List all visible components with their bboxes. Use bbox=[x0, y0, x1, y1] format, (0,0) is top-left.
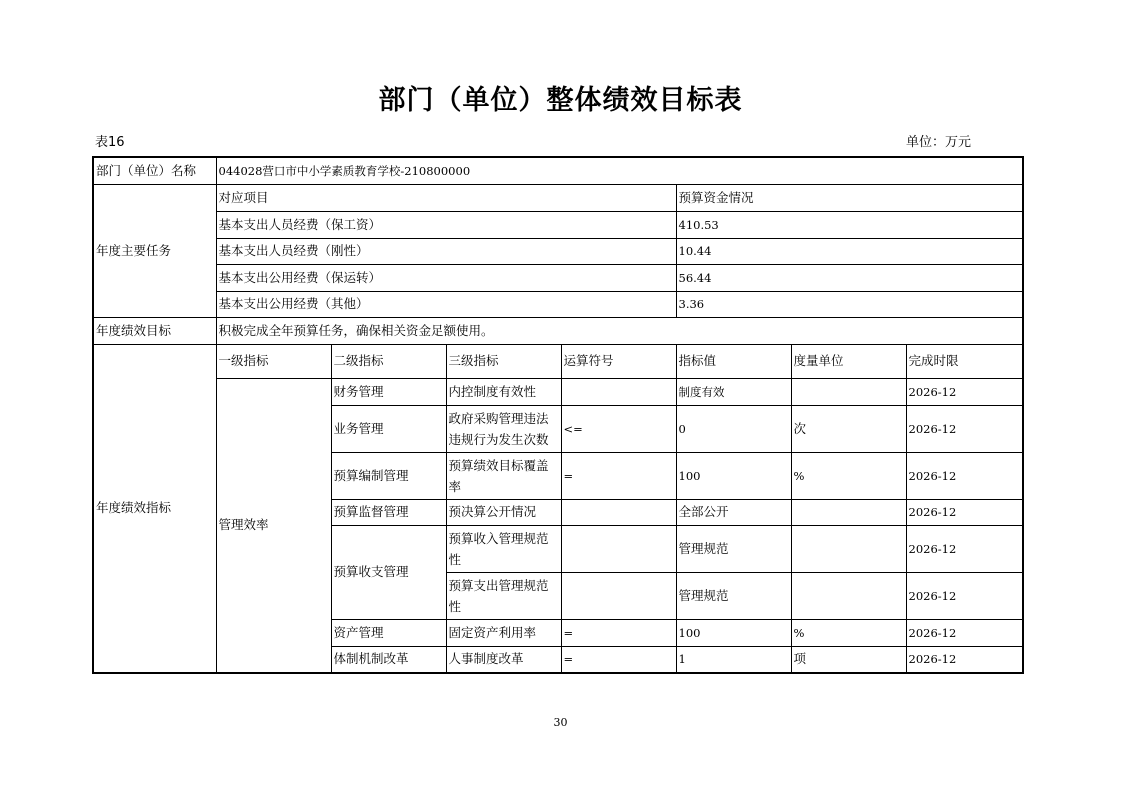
operator bbox=[561, 499, 676, 525]
target-value: 0 bbox=[676, 405, 791, 452]
tasks-header-item: 对应项目 bbox=[216, 184, 676, 211]
level2-indicator: 资产管理 bbox=[331, 619, 446, 646]
target-value: 制度有效 bbox=[676, 378, 791, 405]
indicator-row bbox=[93, 378, 1023, 405]
operator: = bbox=[561, 452, 676, 499]
deadline: 2026-12 bbox=[906, 572, 1023, 619]
level2-indicator: 预算收支管理 bbox=[331, 525, 446, 619]
operator bbox=[561, 572, 676, 619]
task-item: 基本支出人员经费（保工资） bbox=[216, 211, 676, 238]
column-header: 完成时限 bbox=[906, 344, 1023, 378]
level3-indicator: 预算支出管理规范性 bbox=[446, 572, 561, 619]
column-header: 指标值 bbox=[676, 344, 791, 378]
indicators-label: 年度绩效指标 bbox=[93, 344, 216, 673]
target-value: 全部公开 bbox=[676, 499, 791, 525]
target-value: 管理规范 bbox=[676, 525, 791, 572]
level1-indicator: 管理效率 bbox=[216, 378, 331, 673]
level2-indicator: 体制机制改革 bbox=[331, 646, 446, 673]
level2-indicator: 财务管理 bbox=[331, 378, 446, 405]
deadline: 2026-12 bbox=[906, 525, 1023, 572]
measure-unit: % bbox=[791, 452, 906, 499]
level3-indicator: 人事制度改革 bbox=[446, 646, 561, 673]
tasks-header-row bbox=[93, 184, 1023, 211]
task-row bbox=[93, 291, 1023, 317]
task-budget: 56.44 bbox=[676, 264, 1023, 291]
goal-row bbox=[93, 317, 1023, 344]
column-header: 三级指标 bbox=[446, 344, 561, 378]
level2-indicator: 预算监督管理 bbox=[331, 499, 446, 525]
level3-indicator: 预决算公开情况 bbox=[446, 499, 561, 525]
measure-unit bbox=[791, 499, 906, 525]
measure-unit bbox=[791, 572, 906, 619]
task-item: 基本支出公用经费（其他） bbox=[216, 291, 676, 317]
operator: = bbox=[561, 646, 676, 673]
measure-unit bbox=[791, 525, 906, 572]
goal-text: 积极完成全年预算任务，确保相关资金足额使用。 bbox=[216, 317, 1023, 344]
target-value: 1 bbox=[676, 646, 791, 673]
level3-indicator: 固定资产利用率 bbox=[446, 619, 561, 646]
tasks-header-budget: 预算资金情况 bbox=[676, 184, 1023, 211]
indicators-header-row bbox=[93, 344, 1023, 378]
target-value: 100 bbox=[676, 452, 791, 499]
column-header: 度量单位 bbox=[791, 344, 906, 378]
dept-row bbox=[93, 157, 1023, 184]
deadline: 2026-12 bbox=[906, 499, 1023, 525]
measure-unit: 次 bbox=[791, 405, 906, 452]
deadline: 2026-12 bbox=[906, 378, 1023, 405]
measure-unit: 项 bbox=[791, 646, 906, 673]
task-row bbox=[93, 238, 1023, 264]
column-header: 二级指标 bbox=[331, 344, 446, 378]
operator bbox=[561, 378, 676, 405]
operator: = bbox=[561, 619, 676, 646]
level3-indicator: 预算收入管理规范性 bbox=[446, 525, 561, 572]
measure-unit: % bbox=[791, 619, 906, 646]
page-number: 30 bbox=[553, 716, 568, 729]
task-row bbox=[93, 211, 1023, 238]
deadline: 2026-12 bbox=[906, 619, 1023, 646]
operator bbox=[561, 525, 676, 572]
task-budget: 10.44 bbox=[676, 238, 1023, 264]
task-item: 基本支出人员经费（刚性） bbox=[216, 238, 676, 264]
level2-indicator: 业务管理 bbox=[331, 405, 446, 452]
task-budget: 3.36 bbox=[676, 291, 1023, 317]
dept-name: 044028营口市中小学素质教育学校-210800000 bbox=[216, 157, 1023, 184]
task-item: 基本支出公用经费（保运转） bbox=[216, 264, 676, 291]
deadline: 2026-12 bbox=[906, 452, 1023, 499]
page-title: 部门（单位）整体绩效目标表 bbox=[378, 85, 743, 116]
measure-unit bbox=[791, 378, 906, 405]
column-header: 一级指标 bbox=[216, 344, 331, 378]
level3-indicator: 内控制度有效性 bbox=[446, 378, 561, 405]
operator: <= bbox=[561, 405, 676, 452]
table-number: 表16 bbox=[95, 135, 125, 150]
performance-table bbox=[92, 156, 1024, 674]
goal-label: 年度绩效目标 bbox=[93, 317, 216, 344]
column-header: 运算符号 bbox=[561, 344, 676, 378]
level2-indicator: 预算编制管理 bbox=[331, 452, 446, 499]
target-value: 100 bbox=[676, 619, 791, 646]
task-budget: 410.53 bbox=[676, 211, 1023, 238]
target-value: 管理规范 bbox=[676, 572, 791, 619]
level3-indicator: 预算绩效目标覆盖率 bbox=[446, 452, 561, 499]
deadline: 2026-12 bbox=[906, 646, 1023, 673]
level3-indicator: 政府采购管理违法违规行为发生次数 bbox=[446, 405, 561, 452]
deadline: 2026-12 bbox=[906, 405, 1023, 452]
tasks-label: 年度主要任务 bbox=[93, 184, 216, 317]
dept-label: 部门（单位）名称 bbox=[93, 157, 216, 184]
unit-label: 单位：万元 bbox=[906, 135, 972, 150]
task-row bbox=[93, 264, 1023, 291]
